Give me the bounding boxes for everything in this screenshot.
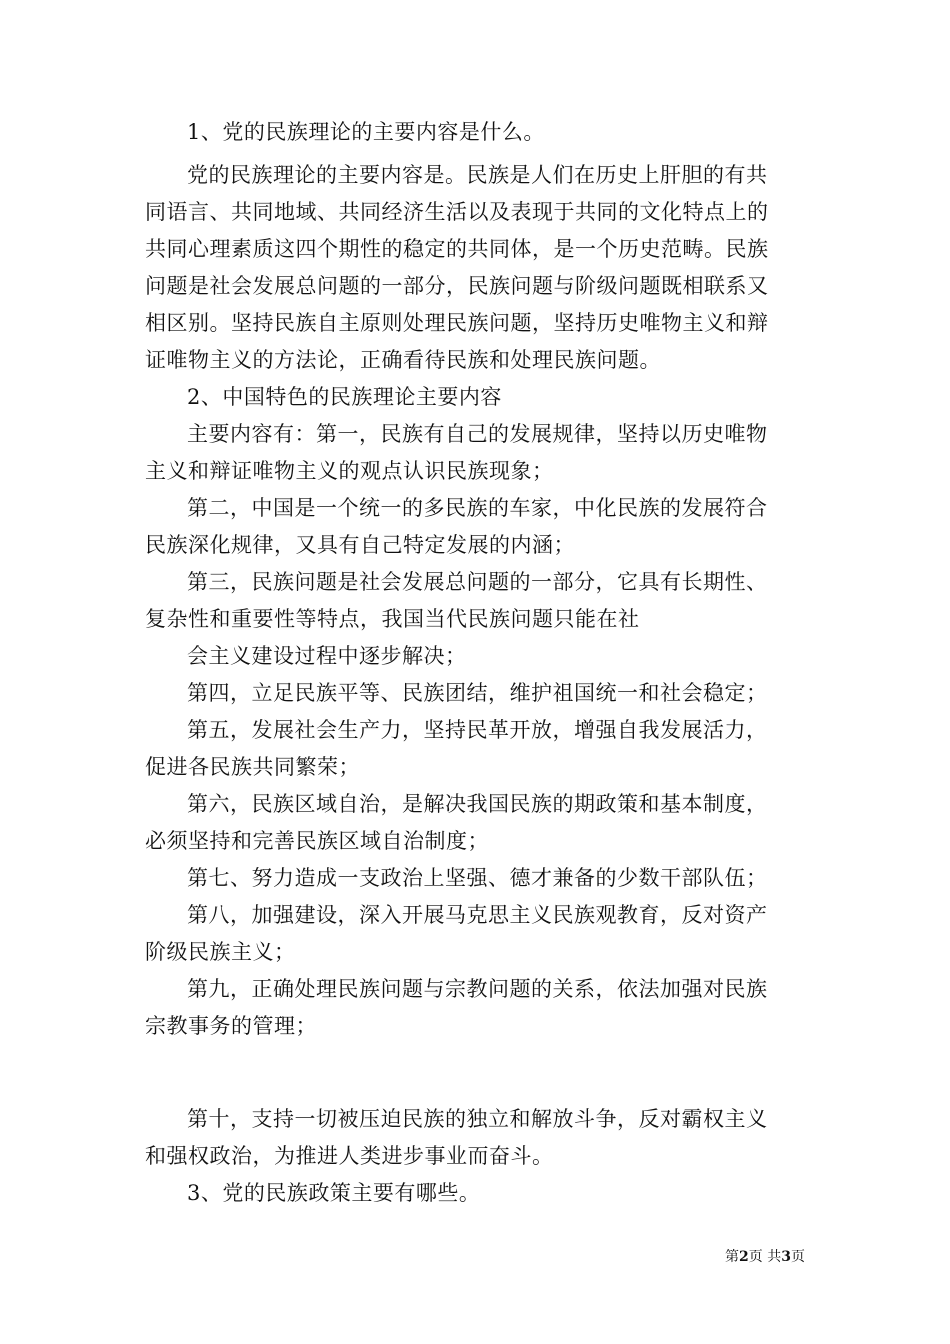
paragraph-line: 第三，民族问题是社会发展总问题的一部分，它具有长期性、 <box>187 570 768 594</box>
total-pages-number: 3 <box>781 1249 791 1265</box>
paragraph-line: 党的民族理论的主要内容是。民族是人们在历史上肝胆的有共 <box>187 163 768 187</box>
footer-suffix: 页 <box>791 1249 805 1265</box>
paragraph-line: 证唯物主义的方法论，正确看待民族和处理民族问题。 <box>145 348 661 372</box>
paragraph-line: 会主义建设过程中逐步解决； <box>187 644 467 668</box>
paragraph-line: 问题是社会发展总问题的一部分，民族问题与阶级问题既相联系又 <box>145 274 769 298</box>
heading-3: 3、党的民族政策主要有哪些。 <box>187 1181 481 1205</box>
paragraph-line: 第六，民族区域自治，是解决我国民族的期政策和基本制度， <box>187 792 768 816</box>
current-page-number: 2 <box>739 1249 749 1265</box>
paragraph-line: 阶级民族主义； <box>145 940 296 964</box>
paragraph-line: 宗教事务的管理； <box>145 1014 317 1038</box>
paragraph-line: 第八，加强建设，深入开展马克思主义民族观教育，反对资产 <box>187 903 768 927</box>
paragraph-line: 第十，支持一切被压迫民族的独立和解放斗争，反对霸权主义 <box>187 1107 768 1131</box>
paragraph-line: 复杂性和重要性等特点，我国当代民族问题只能在社 <box>145 607 640 631</box>
paragraph-line: 第四，立足民族平等、民族团结，维护祖国统一和社会稳定； <box>187 681 768 705</box>
paragraph-line: 同语言、共同地域、共同经济生活以及表现于共同的文化特点上的 <box>145 200 769 224</box>
footer-middle: 页 共 <box>748 1249 782 1265</box>
page-number-footer <box>725 1248 805 1266</box>
footer-prefix: 第 <box>725 1249 740 1265</box>
paragraph-line: 主义和辩证唯物主义的观点认识民族现象； <box>145 459 554 483</box>
paragraph-line: 第二，中国是一个统一的多民族的车家，中化民族的发展符合 <box>187 496 768 520</box>
heading-1: 1、党的民族理论的主要内容是什么。 <box>187 120 545 144</box>
heading-2: 2、中国特色的民族理论主要内容 <box>187 385 502 409</box>
paragraph-line: 民族深化规律，又具有自己特定发展的内涵； <box>145 533 575 557</box>
paragraph-line: 主要内容有：第一，民族有自己的发展规律，坚持以历史唯物 <box>187 422 768 446</box>
paragraph-line: 第五，发展社会生产力，坚持民革开放，增强自我发展活力， <box>187 718 768 742</box>
paragraph-line: 相区别。坚持民族自主原则处理民族问题，坚持历史唯物主义和辩 <box>145 311 769 335</box>
paragraph-line: 和强权政治，为推进人类进步事业而奋斗。 <box>145 1144 554 1168</box>
paragraph-line: 促进各民族共同繁荣； <box>145 755 360 779</box>
paragraph-line: 必须坚持和完善民族区域自治制度； <box>145 829 489 853</box>
paragraph-line: 第七、努力造成一支政治上坚强、德才兼备的少数干部队伍； <box>187 866 768 890</box>
paragraph-line: 第九，正确处理民族问题与宗教问题的关系，依法加强对民族 <box>187 977 768 1001</box>
paragraph-line: 共同心理素质这四个期性的稳定的共同体，是一个历史范畴。民族 <box>145 237 769 261</box>
